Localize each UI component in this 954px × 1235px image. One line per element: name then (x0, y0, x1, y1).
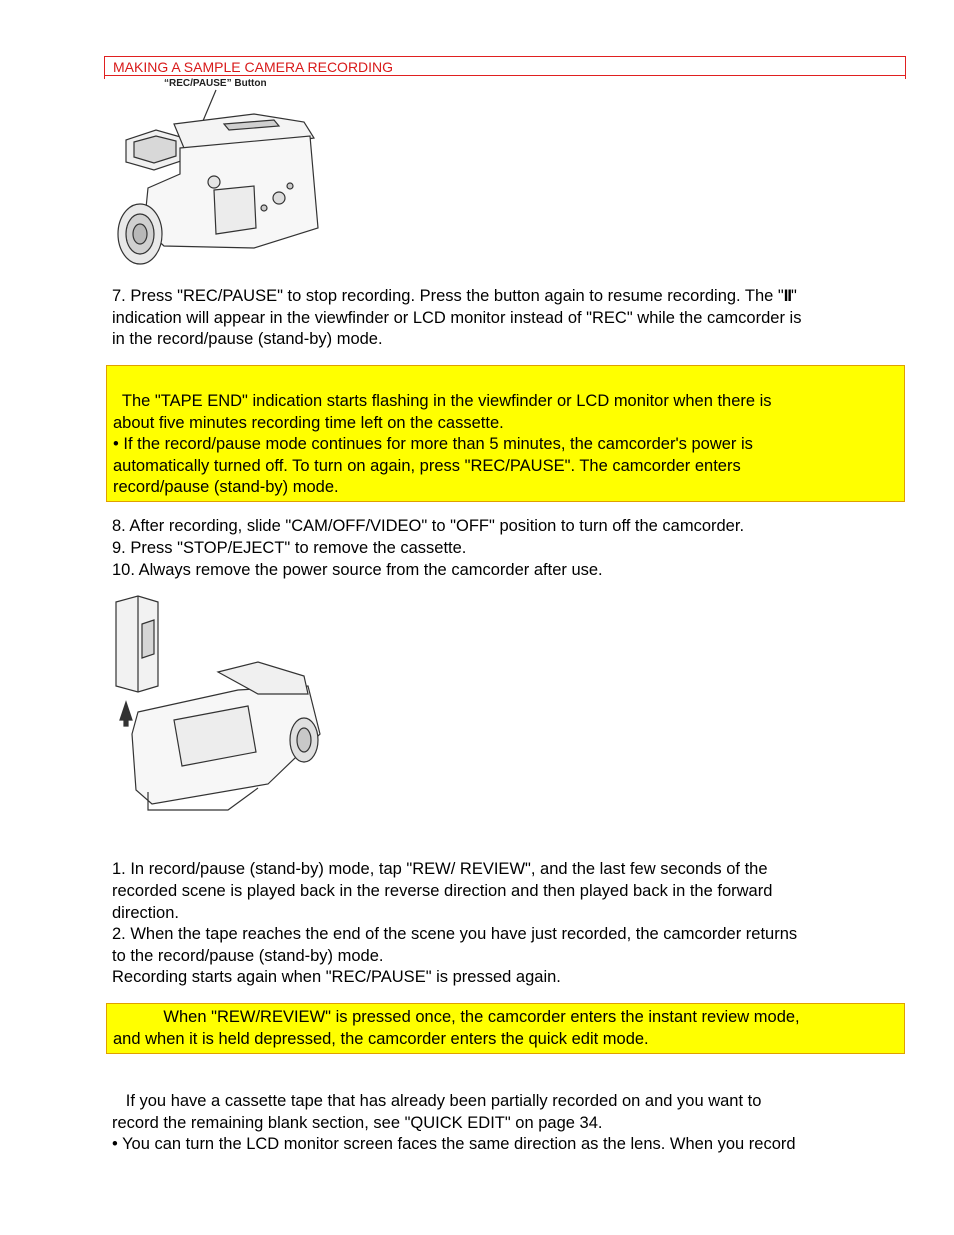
step-7-line-2: indication will appear in the viewfinder or LCD monitor instead of "REC" while the camcorder is (112, 309, 802, 327)
review-step-2-line-2: to the record/pause (stand-by) mode. (112, 947, 384, 965)
tape-end-note (106, 365, 905, 502)
section-title: MAKING A SAMPLE CAMERA RECORDING (113, 59, 394, 75)
pause-indicator-icon: II (783, 287, 791, 305)
note-line: about five minutes recording time left on the cassette. (113, 413, 504, 432)
header-tick-right (905, 74, 906, 79)
step-7-line-3: in the record/pause (stand-by) mode. (112, 330, 383, 348)
step-9: 9. Press "STOP/EJECT" to remove the cassette. (112, 539, 467, 557)
rew-review-note (106, 1003, 905, 1054)
step-7-text-b: " (790, 287, 797, 305)
section-header (104, 56, 906, 76)
step-8: 8. After recording, slide "CAM/OFF/VIDEO" to "OFF" position to turn off the camcorder. (112, 517, 745, 535)
rec-pause-button-callout: “REC/PAUSE” Button (164, 78, 267, 89)
review-step-2-line-3: Recording starts again when "REC/PAUSE" is pressed again. (112, 968, 561, 986)
step-7-text-a: 7. Press "REC/PAUSE" to stop recording. Press the button again to resume recording. The " (112, 287, 784, 305)
note-line: When "REW/REVIEW" is pressed once, the camcorder enters the instant review mode, (113, 1008, 800, 1026)
note-line: The "TAPE END" indication starts flashing in the viewfinder or LCD monitor when there is (113, 392, 772, 410)
step-7-line-1 (112, 286, 797, 308)
tip-line-2: record the remaining blank section, see "QUICK EDIT" on page 34. (112, 1114, 603, 1132)
tip-line-1: If you have a cassette tape that has already been partially recorded on and you want to (112, 1092, 762, 1110)
battery-removal-illustration (108, 594, 328, 814)
tip-line-3: • You can turn the LCD monitor screen faces the same direction as the lens. When you record (112, 1135, 796, 1153)
review-step-2-line-1: 2. When the tape reaches the end of the scene you have just recorded, the camcorder returns (112, 925, 798, 943)
camcorder-rec-pause-illustration (104, 78, 320, 274)
note-line: record/pause (stand-by) mode. (113, 478, 339, 497)
note-line: • If the record/pause mode continues for more than 5 minutes, the camcorder's power is (113, 435, 753, 454)
step-10: 10. Always remove the power source from the camcorder after use. (112, 561, 603, 579)
review-step-1-line-1: 1. In record/pause (stand-by) mode, tap "REW/ REVIEW", and the last few seconds of the (112, 860, 768, 878)
note-line: and when it is held depressed, the camcorder enters the quick edit mode. (113, 1029, 649, 1048)
review-step-1-line-3: direction. (112, 904, 179, 922)
note-line: automatically turned off. To turn on again, press "REC/PAUSE". The camcorder enters (113, 456, 741, 475)
review-step-1-line-2: recorded scene is played back in the reverse direction and then played back in the forward (112, 882, 773, 900)
